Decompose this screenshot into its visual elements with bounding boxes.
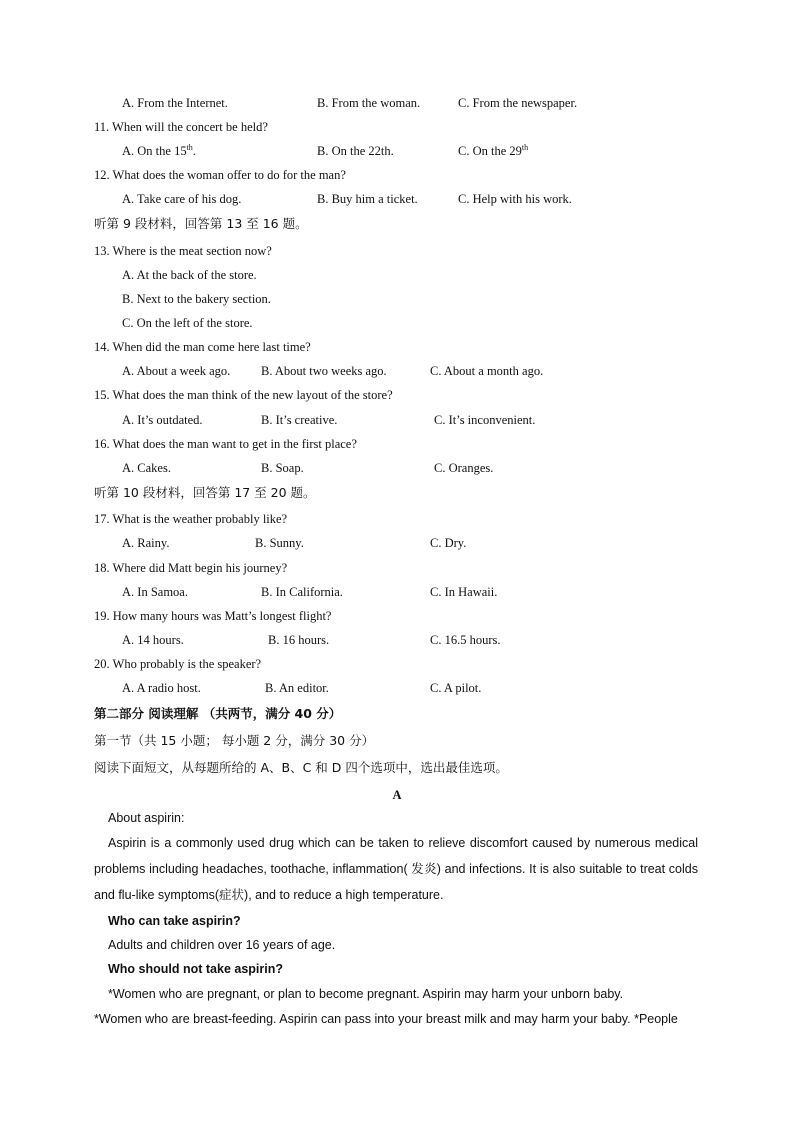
q11-option-a-end: .: [192, 144, 196, 158]
q18-option-c: C. In Hawaii.: [430, 585, 498, 599]
q18-option-a: A. In Samoa.: [122, 585, 188, 599]
q19-option-c: C. 16.5 hours.: [430, 633, 501, 647]
passage-paragraph-1: Aspirin is a commonly used drug which can be taken to relieve discomfort caused by numerous medical problems including headaches, toothache, inflammation( 发炎) and infections. It is also suitable to treat colds and flu-like symptoms(症状), and to reduce a high temperature.: [94, 836, 698, 902]
q13-option-a: A. At the back of the store.: [122, 268, 257, 282]
q15-option-b: B. It’s creative.: [261, 413, 338, 427]
q15-stem: 15. What does the man think of the new layout of the store?: [94, 388, 393, 402]
q17-option-a: A. Rainy.: [122, 536, 170, 550]
passage-paragraph-3: *Women who are pregnant, or plan to become pregnant. Aspirin may harm your unborn baby.: [108, 987, 624, 1001]
q11-option-c-sup: th: [521, 142, 529, 152]
q18-stem: 18. Where did Matt begin his journey?: [94, 561, 288, 575]
q10-option-b: B. From the woman.: [317, 96, 421, 110]
part-2-heading: 第二部分 阅读理解 （共两节，满分 40 分）: [94, 706, 342, 721]
q16-stem: 16. What does the man want to get in the first place?: [94, 437, 357, 451]
q19-option-b: B. 16 hours.: [268, 633, 330, 647]
q11-option-a-text: A. On the 15: [122, 144, 187, 158]
q12-stem: 12. What does the woman offer to do for the man?: [94, 168, 346, 182]
q12-option-c: C. Help with his work.: [458, 192, 572, 206]
q14-option-c: C. About a month ago.: [430, 364, 544, 378]
q13-stem: 13. Where is the meat section now?: [94, 244, 272, 258]
q14-option-b: B. About two weeks ago.: [261, 364, 387, 378]
q15-option-c: C. It’s inconvenient.: [434, 413, 536, 427]
q13-option-b: B. Next to the bakery section.: [122, 292, 271, 306]
q19-option-a: A. 14 hours.: [122, 633, 184, 647]
q20-option-a: A. A radio host.: [122, 681, 201, 695]
q10-option-a: A. From the Internet.: [122, 96, 228, 110]
q16-option-b: B. Soap.: [261, 461, 304, 475]
q12-option-b: B. Buy him a ticket.: [317, 192, 418, 206]
q11-option-a-sup: th: [186, 142, 193, 152]
q20-stem: 20. Who probably is the speaker?: [94, 657, 262, 671]
q13-option-c: C. On the left of the store.: [122, 316, 253, 330]
q11-option-a: [122, 143, 196, 159]
part-2-instruction: 阅读下面短文，从每题所给的 A、B、C 和 D 四个选项中，选出最佳选项。: [94, 760, 508, 775]
q11-option-b: B. On the 22th.: [317, 144, 394, 158]
q11-option-c-text: C. On the 29: [458, 144, 522, 158]
section-9-instruction: 听第 9 段材料，回答第 13 至 16 题。: [94, 216, 308, 231]
q16-option-c: C. Oranges.: [434, 461, 494, 475]
section-10-instruction: 听第 10 段材料，回答第 17 至 20 题。: [94, 485, 316, 500]
q11-option-c: [458, 143, 528, 159]
q16-option-a: A. Cakes.: [122, 461, 171, 475]
q20-option-c: C. A pilot.: [430, 681, 482, 695]
q14-stem: 14. When did the man come here last time?: [94, 340, 311, 354]
q10-option-c: C. From the newspaper.: [458, 96, 578, 110]
passage-title: About aspirin:: [108, 811, 185, 825]
q15-option-a: A. It’s outdated.: [122, 413, 203, 427]
q17-option-b: B. Sunny.: [255, 536, 304, 550]
passage-paragraph-4: *Women who are breast-feeding. Aspirin can pass into your breast milk and may harm your baby. *People: [94, 1012, 678, 1026]
q12-option-a: A. Take care of his dog.: [122, 192, 242, 206]
q17-option-c: C. Dry.: [430, 536, 467, 550]
q19-stem: 19. How many hours was Matt’s longest flight?: [94, 609, 332, 623]
passage-paragraph-2: Adults and children over 16 years of age.: [108, 938, 336, 952]
q11-stem: 11. When will the concert be held?: [94, 120, 268, 134]
passage-letter: A: [392, 788, 402, 802]
q20-option-b: B. An editor.: [265, 681, 329, 695]
q14-option-a: A. About a week ago.: [122, 364, 231, 378]
part-2-section-1: 第一节（共 15 小题； 每小题 2 分，满分 30 分）: [94, 733, 375, 748]
q18-option-b: B. In California.: [261, 585, 343, 599]
passage-heading-who-should-not: Who should not take aspirin?: [108, 962, 283, 976]
q17-stem: 17. What is the weather probably like?: [94, 512, 288, 526]
passage-heading-who-can: Who can take aspirin?: [108, 914, 241, 928]
